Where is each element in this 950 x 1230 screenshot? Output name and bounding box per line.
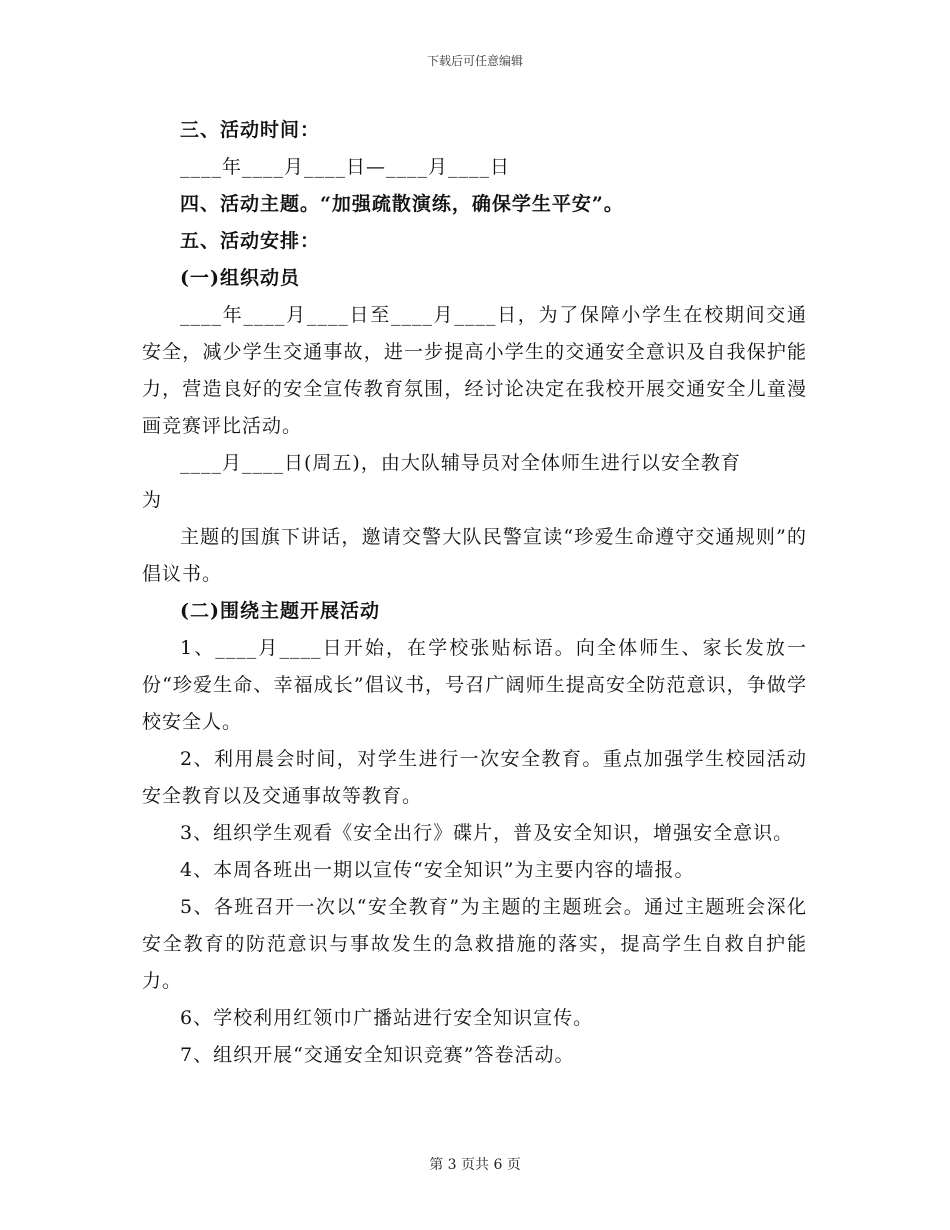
activity-item-1: 1、____月____日开始，在学校张贴标语。向全体师生、家长发放一份“珍爱生命、幸福成长”倡议书，号召广阔师生提高安全防范意识，争做学校安全人。 <box>142 637 807 733</box>
section-heading-activity-arrangement: 五、活动安排： <box>180 230 321 252</box>
activity-date-range: ____年____月____日—____月____日 <box>180 156 511 178</box>
activity-item-2: 2、利用晨会时间，对学生进行一次安全教育。重点加强学生校园活动安全教育以及交通事故等教育。 <box>142 748 807 807</box>
activity-item-5: 5、各班召开一次以“安全教育”为主题的主题班会。通过主题班会深化安全教育的防范意识与事故发生的急救措施的落实，提高学生自救自护能力。 <box>142 896 807 992</box>
document-body <box>142 112 807 1074</box>
section-heading-activity-time: 三、活动时间： <box>180 119 321 141</box>
flag-speech-continuation: 为 <box>142 489 163 511</box>
activity-item-6: 6、学校利用红领巾广播站进行安全知识宣传。 <box>180 1007 594 1029</box>
mobilization-paragraph: ____年____月____日至____月____日，为了保障小学生在校期间交通安全，减少学生交通事故，进一步提高小学生的交通安全意识及自我保护能力，营造良好的安全宣传教育氛围，经讨论决定在我校开展交通安全儿童漫画竞赛评比活动。 <box>142 304 807 437</box>
flag-speech-paragraph-2: 主题的国旗下讲话，邀请交警大队民警宣读“珍爱生命遵守交通规则”的倡议书。 <box>142 526 807 585</box>
flag-speech-paragraph: ____月____日(周五)，由大队辅导员对全体师生进行以安全教育 <box>180 452 741 474</box>
activity-item-7: 7、组织开展“交通安全知识竞赛”答卷活动。 <box>180 1044 575 1066</box>
activity-item-4: 4、本周各班出一期以宣传“安全知识”为主要内容的墙报。 <box>180 859 695 881</box>
page-header: 下载后可任意编辑 <box>426 54 523 68</box>
page-footer: 第 3 页共 6 页 <box>429 1157 521 1173</box>
section-heading-activity-theme: 四、活动主题。“加强疏散演练，确保学生平安”。 <box>180 193 624 215</box>
subsection-heading-mobilization: (一)组织动员 <box>180 267 300 289</box>
activity-item-3: 3、组织学生观看《安全出行》碟片，普及安全知识，增强安全意识。 <box>180 822 794 844</box>
subsection-heading-themed-activities: (二)围绕主题开展活动 <box>180 600 380 622</box>
